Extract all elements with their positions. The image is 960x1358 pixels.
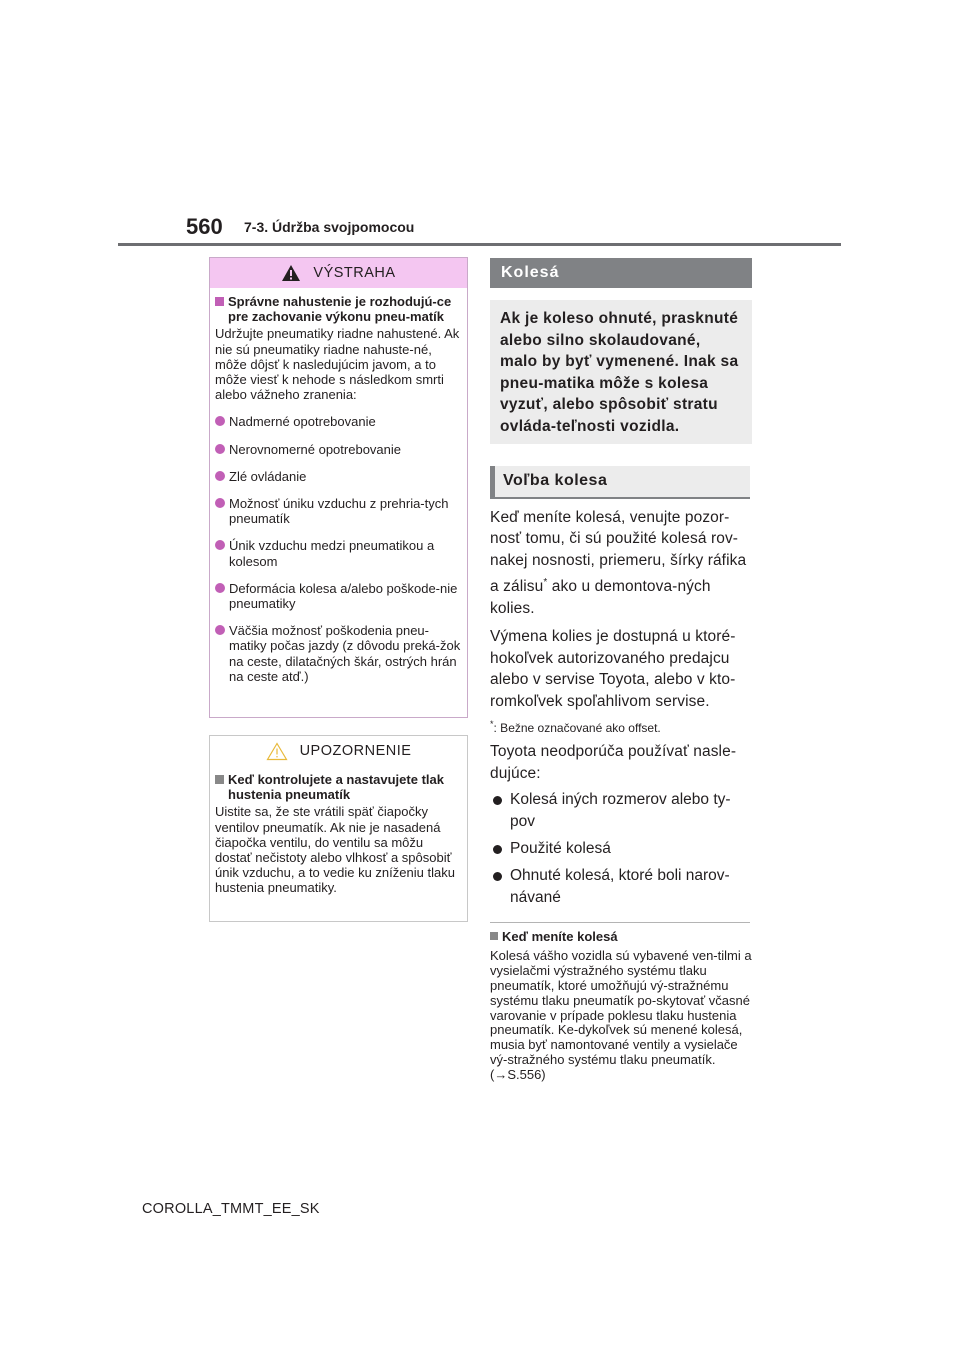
warning-heading: Správne nahustenie je rozhodujú-ce pre zachovanie výkonu pneu-matík (215, 294, 462, 324)
caution-body: Uistite sa, že ste vrátili späť čiapočky ventilov pneumatík. Ak nie je nasadená čiapočka ventilu, do ventilu sa môžu dostať nečistoty alebo vlhkosť a spôsobiť únik vzduchu, a to vedie ku zníženiu tlaku hustenia pneumatiky. (215, 804, 455, 896)
heading-marker (490, 466, 495, 497)
divider (490, 922, 750, 923)
info-heading: Keď meníte kolesá (490, 929, 752, 944)
list-item: Nadmerné opotrebovanie (215, 414, 462, 429)
list-item: Kolesá iných rozmerov alebo ty-pov (490, 789, 752, 833)
bullet-icon (215, 471, 225, 481)
header-rule (118, 243, 841, 246)
section-heading-kolesa: Kolesá (490, 258, 752, 288)
page-number: 560 (186, 214, 223, 239)
list-item: Deformácia kolesa a/alebo poškode-nie pneumatiky (215, 581, 462, 611)
warning-title: VÝSTRAHA (313, 265, 396, 281)
subsection-heading: Voľba kolesa (490, 466, 750, 499)
info-body: Kolesá vášho vozidla sú vybavené ven-tilmi a vysielačmi výstražného systému tlaku pneumatík, ktoré umožňujú vý-stražnému systému tlaku pneumatík po-skytovať včasné varovanie v prípade poklesu tlaku hustenia pneumatík. Ke-dykoľvek sú menené kolesá, musia byť namontované ventily a vysielače vý-stražného systému tlaku pneumatík. (→S.556) (490, 948, 752, 1082)
square-bullet-icon (215, 297, 224, 306)
list-item: Nerovnomerné opotrebovanie (215, 442, 462, 457)
caution-title: UPOZORNENIE (299, 743, 412, 759)
bullet-icon (215, 583, 225, 593)
caution-box (209, 735, 468, 922)
paragraph: Výmena kolies je dostupná u ktoré-hokoľvek autorizovaného predajcu alebo v servise Toyota, alebo v kto-romkoľvek spoľahlivom servise. (490, 627, 736, 711)
square-bullet-icon (490, 932, 498, 940)
paragraph: Toyota neodporúča používať nasle-dujúce: (490, 742, 737, 782)
warning-intro: Udržujte pneumatiky riadne nahustené. Ak nie sú pneumatiky riadne nahuste-né, môže dôjsť k nasledujúcim javom, a to môže viesť k nehode s následkom smrti alebo vážneho zranenia: (215, 326, 460, 403)
bullet-icon (493, 872, 502, 881)
footer-model: COROLLA_TMMT_EE_SK (142, 1201, 320, 1217)
list-item: Únik vzduchu medzi pneumatikou a kolesom (215, 538, 462, 568)
caution-triangle-icon (266, 742, 288, 761)
list-item: Zlé ovládanie (215, 469, 462, 484)
bullet-icon (493, 796, 502, 805)
list-item: Možnosť úniku vzduchu z prehria-tych pneumatík (215, 496, 462, 526)
warning-triangle-icon (281, 264, 301, 282)
section-title: 7-3. Údržba svojpomocou (244, 219, 415, 235)
list-item: Väčšia možnosť poškodenia pneu-matiky počas jazdy (z dôvodu preká-žok na ceste, dilatačných škár, ostrých hrán na ceste atď.) (215, 623, 462, 684)
list-item: Použité kolesá (490, 838, 752, 860)
bullet-icon (215, 416, 225, 426)
important-note: Ak je koleso ohnuté, prasknuté alebo silno skolaudované, malo by byť vymenené. Inak sa pneu-matika môže s kolesa vyzuť, alebo spôsobiť stratu ovláda-teľnosti vozidla. (490, 300, 752, 444)
warning-box (209, 257, 468, 718)
paragraph: Keď meníte kolesá, venujte pozor-nosť tomu, či sú použité kolesá rov-nakej nosnosti, priemeru, šírky ráfika a zálisu* ako u demontova-ných kolies. (490, 508, 747, 617)
bullet-icon (215, 444, 225, 454)
caution-heading: Keď kontrolujete a nastavujete tlak hustenia pneumatík (215, 772, 462, 802)
footnote: *: Bežne označované ako offset. (490, 718, 661, 735)
warning-header (210, 258, 467, 288)
square-bullet-icon (215, 775, 224, 784)
right-column (490, 258, 752, 1083)
bullet-icon (215, 498, 225, 508)
bullet-icon (493, 845, 502, 854)
bullet-icon (215, 540, 225, 550)
caution-header (210, 736, 467, 766)
list-item: Ohnuté kolesá, ktoré boli narov-návané (490, 865, 752, 909)
bullet-icon (215, 625, 225, 635)
